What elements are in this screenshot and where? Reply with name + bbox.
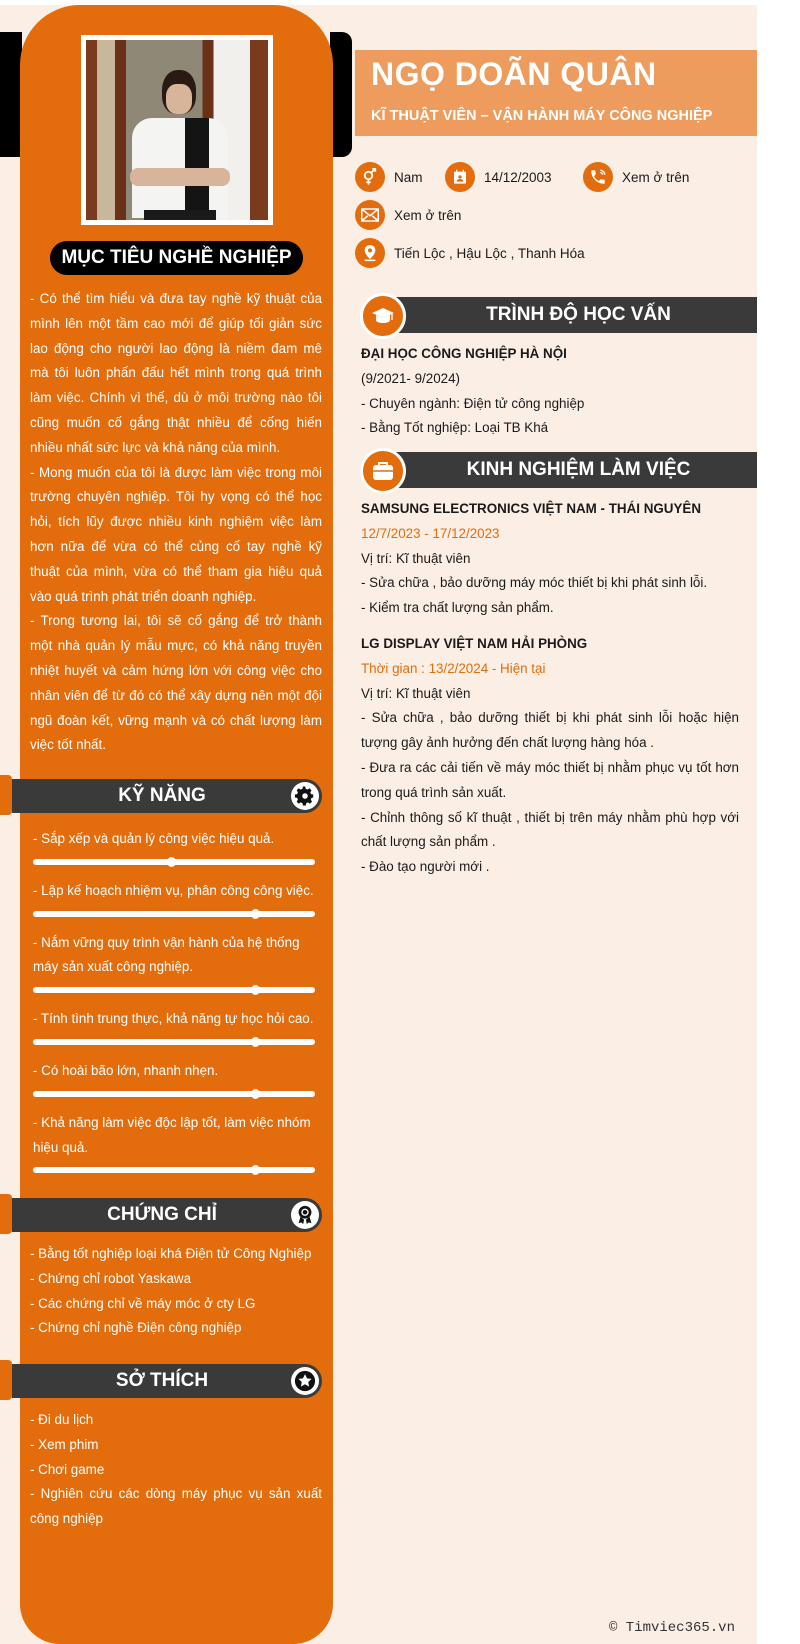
certificates-title: CHỨNG CHỈ	[107, 1204, 217, 1225]
education-content	[361, 342, 739, 441]
job-detail: - Đưa ra các cải tiến về máy móc thiết bị nhằm phục vụ tốt hơn trong quá trình sản xuất.	[361, 759, 739, 800]
education-title: TRÌNH ĐỘ HỌC VẤN	[380, 297, 757, 333]
skill-label: - Tính tình trung thực, khả năng tự học hỏi cao.	[33, 1011, 314, 1027]
skill-item	[33, 879, 323, 917]
skill-knob	[251, 1165, 260, 1175]
decorative-tab	[0, 1360, 12, 1400]
skill-bar	[33, 1091, 315, 1097]
skill-bar	[33, 1039, 315, 1045]
objective-paragraph: - Mong muốn của tôi là được làm việc trong môi trường chuyên nghiệp. Tôi hy vọng có thể học hỏi, tích lũy được nhiều kinh nghiệm việc làm hơn nữa để vừa có thể củng cố tay nghề kỹ thuật của mình, vừa có thể tham gia hiệu quả vào quá trình phát triển doanh nghiệp.	[30, 464, 322, 604]
avatar	[81, 35, 273, 225]
decorative-tab-left	[0, 32, 22, 157]
skill-item	[33, 1059, 323, 1097]
certificate-item: - Chứng chỉ nghề Điện công nghiệp	[30, 1320, 242, 1336]
briefcase-icon	[360, 448, 406, 494]
objective-paragraph: - Có thể tìm hiểu và đưa tay nghề kỹ thuật của mình lên một tầm cao mới để giúp tối giản sức lao động cho người lao động là niềm đam mê mà tôi luôn phấn đấu hết mình trong quá trình làm việc. Chính vì thế, dù ở môi trường nào tôi cũng muốn cố gắng thật nhiều để cống hiến nhiều nhất sức lực và khả năng của mình.	[30, 291, 322, 455]
hobbies-header	[12, 1364, 322, 1398]
hobby-item: - Xem phim	[30, 1436, 99, 1452]
job-detail: - Sửa chữa , bảo dưỡng máy móc thiết bị khi phát sinh lỗi.	[361, 575, 708, 591]
contact-gender	[355, 162, 423, 192]
mail-icon	[355, 200, 385, 230]
hobbies-list	[30, 1408, 322, 1532]
school-name: ĐẠI HỌC CÔNG NGHIỆP HÀ NỘI	[361, 346, 567, 361]
hobby-item: - Đi du lịch	[30, 1412, 94, 1427]
job-period: Thời gian : 13/2/2024 - Hiện tại	[361, 660, 546, 676]
skill-knob	[251, 1037, 260, 1047]
skill-bar	[33, 1167, 315, 1173]
avatar-photo	[86, 40, 268, 220]
skill-knob	[251, 1089, 260, 1099]
company-name: SAMSUNG ELECTRONICS VIỆT NAM - THÁI NGUYÊN	[361, 501, 701, 516]
contact-address	[355, 238, 585, 268]
skill-label: - Sắp xếp và quản lý công việc hiệu quả.	[33, 831, 275, 846]
email-value: Xem ở trên	[394, 207, 462, 223]
skill-item	[33, 1007, 323, 1045]
skill-bar	[33, 859, 315, 865]
certificates-header	[12, 1198, 322, 1232]
objective-title: MỤC TIÊU NGHỀ NGHIỆP	[50, 241, 303, 275]
skill-bar	[33, 911, 315, 917]
star-icon	[291, 1367, 319, 1395]
certificates-list	[30, 1242, 322, 1341]
decorative-tab	[0, 1194, 12, 1234]
skills-header	[12, 779, 322, 813]
job-detail: - Đào tạo người mới .	[361, 859, 490, 875]
graduation-cap-icon	[360, 293, 406, 339]
certificate-item: - Bằng tốt nghiệp loại khá Điện tử Công Nghiệp	[30, 1246, 312, 1261]
award-icon	[291, 1201, 319, 1229]
skill-label: - Có hoài bão lớn, nhanh nhẹn.	[33, 1062, 219, 1078]
skill-item	[33, 931, 323, 994]
experience-header	[360, 452, 757, 488]
skill-knob	[251, 909, 260, 919]
experience-job	[361, 632, 739, 880]
job-period: 12/7/2023 - 17/12/2023	[361, 525, 500, 541]
certificate-item: - Các chứng chỉ về máy móc ở cty LG	[30, 1295, 256, 1311]
hobby-item: - Chơi game	[30, 1461, 105, 1477]
skill-label: - Nắm vững quy trình vận hành của hệ thống máy sản xuất công nghiệp.	[33, 934, 300, 975]
contact-email	[355, 200, 461, 230]
gender-icon	[355, 162, 385, 192]
skill-item	[33, 1111, 323, 1174]
phone-value: Xem ở trên	[622, 169, 690, 185]
skill-bar	[33, 987, 315, 993]
skill-knob	[251, 985, 260, 995]
contact-birthday	[445, 162, 552, 192]
address-value: Tiến Lộc , Hậu Lộc , Thanh Hóa	[394, 245, 585, 261]
location-pin-icon	[355, 238, 385, 268]
skill-label: - Khả năng làm việc độc lập tốt, làm việc nhóm hiệu quả.	[33, 1114, 311, 1155]
skills-title: KỸ NĂNG	[118, 785, 206, 806]
contact-phone	[583, 162, 689, 192]
name-header	[355, 50, 757, 136]
objective-text	[30, 287, 322, 758]
job-detail: - Kiểm tra chất lượng sản phẩm.	[361, 600, 554, 616]
experience-job	[361, 497, 739, 621]
certificate-item: - Chứng chỉ robot Yaskawa	[30, 1270, 192, 1286]
education-detail: - Chuyên ngành: Điện tử công nghiệp	[361, 395, 585, 411]
cv-page	[0, 5, 757, 1644]
education-header	[360, 297, 757, 333]
job-detail: - Sửa chữa , bảo dưỡng thiết bị khi phát sinh lỗi hoặc hiện tượng gây ảnh hưởng đến chất lượng hàng hóa .	[361, 710, 739, 751]
decorative-tab-right	[330, 32, 352, 157]
copyright-footer: © Timviec365.vn	[608, 1620, 735, 1636]
decorative-tab	[0, 775, 12, 815]
company-name: LG DISPLAY VIỆT NAM HẢI PHÒNG	[361, 636, 588, 651]
hobby-item: - Nghiên cứu các dòng máy phục vụ sản xuất công nghiệp	[30, 1486, 322, 1527]
study-period: (9/2021- 9/2024)	[361, 370, 461, 386]
phone-icon	[583, 162, 613, 192]
hobbies-title: SỞ THÍCH	[115, 1370, 209, 1391]
skill-label: - Lập kế hoạch nhiệm vụ, phân công công việc.	[33, 882, 314, 898]
skill-item	[33, 827, 323, 865]
education-detail: - Bằng Tốt nghiệp: Loại TB Khá	[361, 420, 549, 436]
job-position: Vị trí: Kĩ thuật viên	[361, 685, 471, 701]
candidate-name: NGỌ DOÃN QUÂN	[371, 56, 657, 92]
gear-icon	[291, 782, 319, 810]
calendar-icon	[445, 162, 475, 192]
skill-knob	[167, 857, 176, 867]
skills-list	[33, 827, 323, 1187]
experience-title: KINH NGHIỆM LÀM VIỆC	[380, 452, 757, 488]
gender-value: Nam	[394, 169, 423, 185]
birthday-value: 14/12/2003	[484, 169, 552, 185]
sidebar	[20, 5, 333, 1644]
job-title: KĨ THUẬT VIÊN – VẬN HÀNH MÁY CÔNG NGHIỆP	[371, 108, 713, 124]
objective-paragraph: - Trong tương lai, tôi sẽ cố gắng để trở thành một nhà quản lý mẫu mực, có khả năng truyền nhiệt huyết và cảm hứng lớn với công việc cho nhân viên để từ đó có thể xây dựng nên một đội ngũ đoàn kết, vững mạnh và có chất lượng làm việc tốt nhất.	[30, 613, 322, 753]
job-position: Vị trí: Kĩ thuật viên	[361, 550, 471, 566]
job-detail: - Chỉnh thông số kĩ thuật , thiết bị trên máy nhằm phù hợp với chất lượng sản phẩm .	[361, 809, 739, 850]
